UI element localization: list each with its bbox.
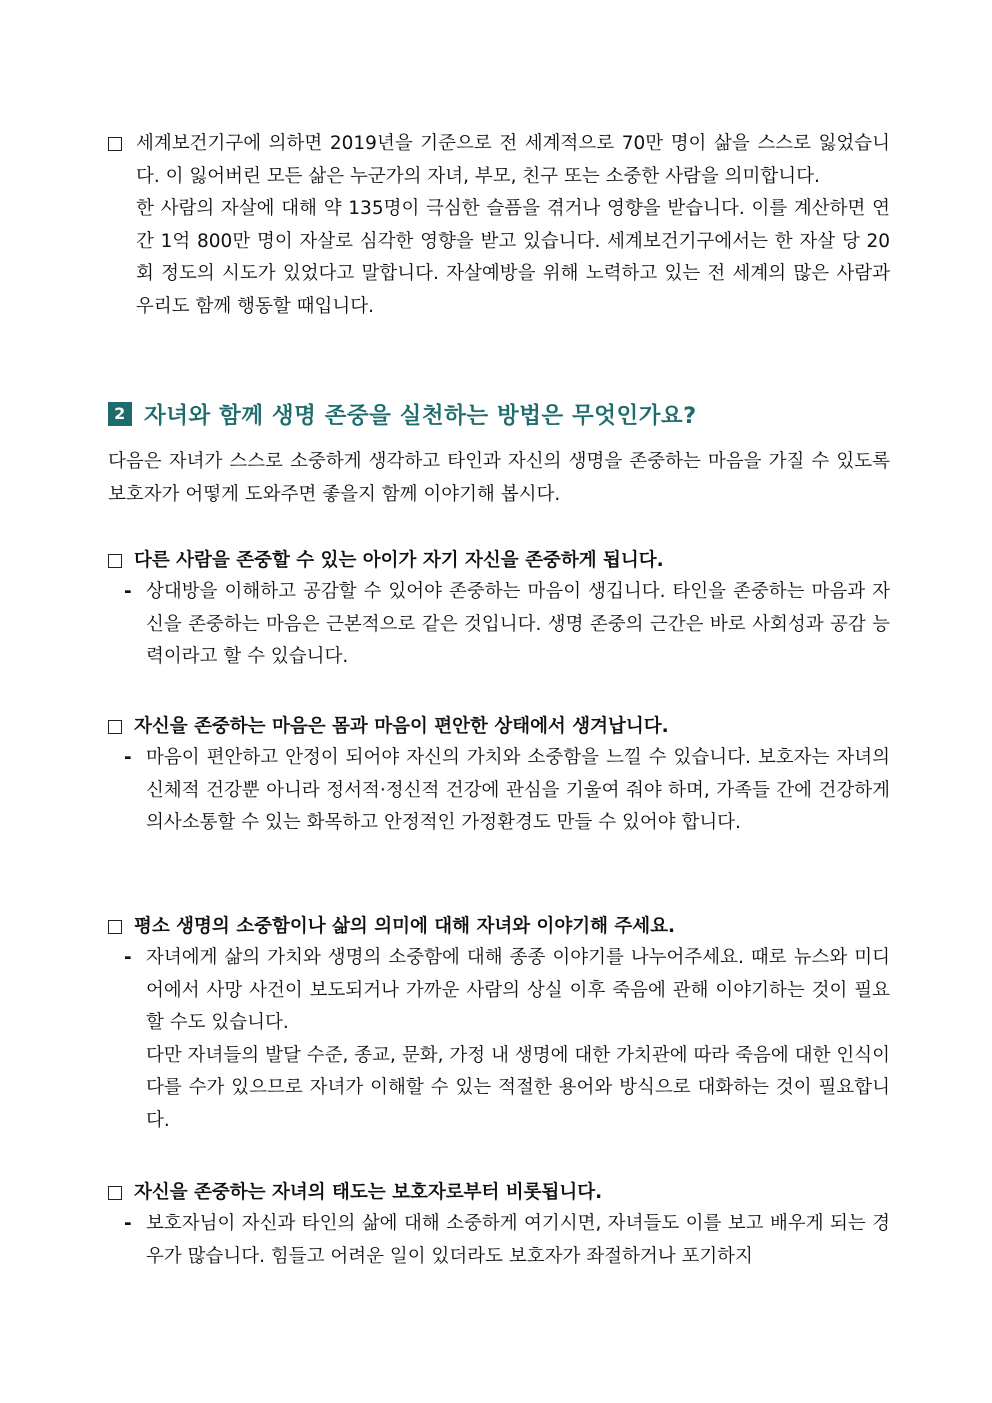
- list-item: [108, 912, 890, 1137]
- list-item: [108, 712, 890, 840]
- checkbox-square-icon: [108, 1186, 122, 1200]
- item-heading-text: 다른 사람을 존중할 수 있는 아이가 자기 자신을 존중하게 됩니다.: [134, 550, 664, 571]
- section-title: [108, 398, 697, 430]
- item-heading: [108, 712, 890, 742]
- checkbox-square-icon: [108, 554, 122, 568]
- item-heading: [108, 546, 890, 576]
- checkbox-square-icon: [108, 920, 122, 934]
- item-body: [124, 1208, 890, 1273]
- intro-block: [108, 128, 890, 323]
- item-body-text: 보호자님이 자신과 타인의 삶에 대해 소중하게 여기시면, 자녀들도 이를 보고 배우게 되는 경우가 많습니다. 힘들고 어려운 일이 있더라도 보호자가 좌절하거나 포기하지: [146, 1213, 890, 1267]
- item-heading: [108, 912, 890, 942]
- intro-paragraph-1: 세계보건기구에 의하면 2019년을 기준으로 전 세계적으로 70만 명이 삶을 스스로 잃었습니다. 이 잃어버린 모든 삶은 누군가의 자녀, 부모, 친구 또는 소중한 사람을 의미합니다.: [136, 133, 890, 187]
- item-heading-text: 자신을 존중하는 자녀의 태도는 보호자로부터 비롯됩니다.: [134, 1182, 603, 1203]
- intro-paragraph-2: 한 사람의 자살에 대해 약 135명이 극심한 슬픔을 겪거나 영향을 받습니다. 이를 계산하면 연간 1억 800만 명이 자살로 심각한 영향을 받고 있습니다. 세계보건기구에서는 한 자살 당 20회 정도의 시도가 있었다고 말합니다. 자살예방을 위해 노력하고 있는 전 세계의 많은 사람과 우리도 함께 행동할 때입니다.: [136, 198, 890, 317]
- list-item: [108, 546, 890, 674]
- dash-bullet: -: [124, 947, 132, 968]
- item-heading-text: 자신을 존중하는 마음은 몸과 마음이 편안한 상태에서 생겨납니다.: [134, 716, 669, 737]
- item-body-text: 상대방을 이해하고 공감할 수 있어야 존중하는 마음이 생깁니다. 타인을 존중하는 마음과 자신을 존중하는 마음은 근본적으로 같은 것입니다. 생명 존중의 근간은 바로 사회성과 공감 능력이라고 할 수 있습니다.: [146, 581, 890, 667]
- dash-bullet: -: [124, 747, 132, 768]
- item-body: [124, 942, 890, 1137]
- section-title-text: 자녀와 함께 생명 존중을 실천하는 방법은 무엇인가요?: [144, 403, 697, 429]
- item-body: [124, 742, 890, 840]
- item-body-text: 마음이 편안하고 안정이 되어야 자신의 가치와 소중함을 느낄 수 있습니다. 보호자는 자녀의 신체적 건강뿐 아니라 정서적·정신적 건강에 관심을 기울여 줘야 하며, 가족들 간에 건강하게 의사소통할 수 있는 화목하고 안정적인 가정환경도 만들 수 있어야 합니다.: [146, 747, 890, 833]
- list-item: [108, 1178, 890, 1273]
- checkbox-square-icon: [108, 720, 122, 734]
- section-number-badge: 2: [108, 402, 132, 426]
- section-lead: [108, 446, 890, 511]
- intro-text: [136, 128, 890, 323]
- intro-bullet: [108, 128, 890, 323]
- item-body-text: 자녀에게 삶의 가치와 생명의 소중함에 대해 종종 이야기를 나누어주세요. 때로 뉴스와 미디어에서 사망 사건이 보도되거나 가까운 사람의 상실 이후 죽음에 관해 이야기하는 것이 필요할 수도 있습니다.: [146, 947, 890, 1033]
- section-lead-text: 다음은 자녀가 스스로 소중하게 생각하고 타인과 자신의 생명을 존중하는 마음을 가질 수 있도록 보호자가 어떻게 도와주면 좋을지 함께 이야기해 봅시다.: [108, 451, 890, 505]
- item-body: [124, 576, 890, 674]
- dash-bullet: -: [124, 1213, 132, 1234]
- item-body-text-2: 다만 자녀들의 발달 수준, 종교, 문화, 가정 내 생명에 대한 가치관에 따라 죽음에 대한 인식이 다를 수가 있으므로 자녀가 이해할 수 있는 적절한 용어와 방식으로 대화하는 것이 필요합니다.: [146, 1044, 890, 1131]
- checkbox-square-icon: [108, 137, 122, 151]
- item-heading-text: 평소 생명의 소중함이나 삶의 의미에 대해 자녀와 이야기해 주세요.: [134, 916, 676, 937]
- dash-bullet: -: [124, 581, 132, 602]
- item-heading: [108, 1178, 890, 1208]
